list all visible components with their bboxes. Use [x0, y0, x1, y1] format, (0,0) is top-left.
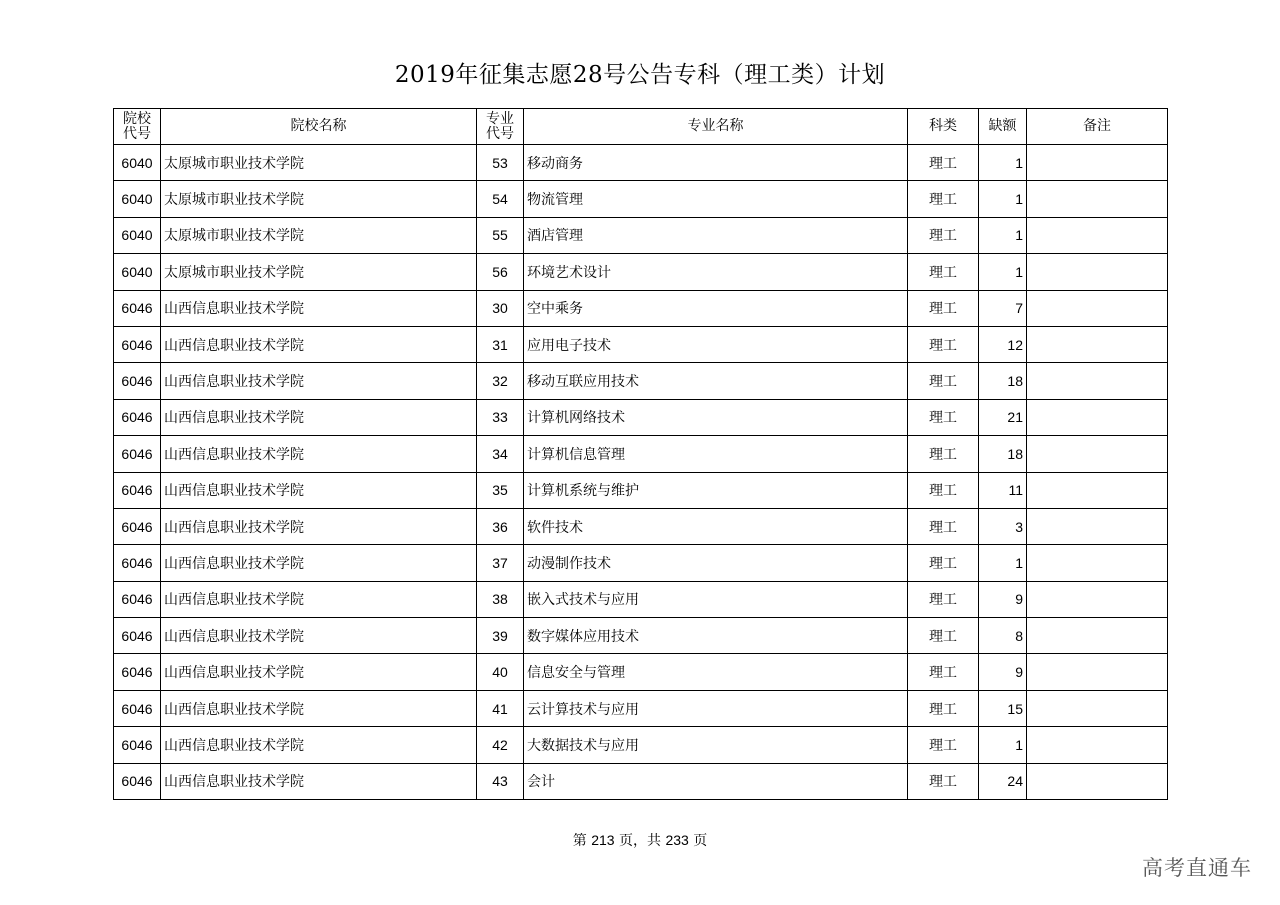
cell-vacancy: 7	[979, 290, 1027, 326]
cell-school-code: 6046	[114, 763, 161, 799]
cell-remarks	[1027, 472, 1168, 508]
cell-major-name: 计算机系统与维护	[524, 472, 908, 508]
cell-major-name: 移动商务	[524, 145, 908, 181]
page-title: 2019年征集志愿28号公告专科（理工类）计划	[394, 62, 886, 88]
cell-vacancy: 12	[979, 326, 1027, 362]
cell-major-code: 34	[477, 436, 524, 472]
cell-major-code: 56	[477, 254, 524, 290]
cell-major-code: 30	[477, 290, 524, 326]
cell-school-code: 6046	[114, 690, 161, 726]
cell-vacancy: 1	[979, 545, 1027, 581]
cell-remarks	[1027, 399, 1168, 435]
cell-school-name: 山西信息职业技术学院	[161, 690, 477, 726]
cell-category: 理工	[908, 254, 979, 290]
cell-major-code: 39	[477, 618, 524, 654]
cell-category: 理工	[908, 763, 979, 799]
cell-remarks	[1027, 581, 1168, 617]
cell-category: 理工	[908, 326, 979, 362]
cell-remarks	[1027, 654, 1168, 690]
table-row	[114, 145, 1168, 181]
cell-vacancy: 1	[979, 145, 1027, 181]
header-category: 科类	[908, 109, 979, 145]
cell-major-code: 53	[477, 145, 524, 181]
cell-school-code: 6046	[114, 399, 161, 435]
cell-major-code: 38	[477, 581, 524, 617]
cell-vacancy: 18	[979, 363, 1027, 399]
cell-remarks	[1027, 326, 1168, 362]
cell-school-code: 6040	[114, 181, 161, 217]
cell-major-name: 动漫制作技术	[524, 545, 908, 581]
cell-school-code: 6046	[114, 290, 161, 326]
cell-category: 理工	[908, 399, 979, 435]
cell-major-code: 54	[477, 181, 524, 217]
cell-remarks	[1027, 145, 1168, 181]
cell-major-code: 36	[477, 508, 524, 544]
cell-school-name: 山西信息职业技术学院	[161, 763, 477, 799]
cell-category: 理工	[908, 618, 979, 654]
plan-table	[113, 108, 1168, 800]
cell-category: 理工	[908, 363, 979, 399]
cell-vacancy: 1	[979, 181, 1027, 217]
table-row	[114, 290, 1168, 326]
cell-major-name: 计算机网络技术	[524, 399, 908, 435]
cell-remarks	[1027, 508, 1168, 544]
cell-school-name: 山西信息职业技术学院	[161, 545, 477, 581]
footer-middle: 页，共	[619, 833, 661, 849]
cell-major-name: 环境艺术设计	[524, 254, 908, 290]
cell-major-name: 嵌入式技术与应用	[524, 581, 908, 617]
cell-remarks	[1027, 690, 1168, 726]
cell-vacancy: 1	[979, 254, 1027, 290]
cell-vacancy: 15	[979, 690, 1027, 726]
cell-remarks	[1027, 763, 1168, 799]
header-major-name: 专业名称	[524, 109, 908, 145]
header-remarks: 备注	[1027, 109, 1168, 145]
cell-vacancy: 8	[979, 618, 1027, 654]
table-row	[114, 326, 1168, 362]
table-row	[114, 254, 1168, 290]
cell-category: 理工	[908, 145, 979, 181]
header-major-code-label: 专业代号	[486, 110, 514, 142]
cell-major-name: 酒店管理	[524, 217, 908, 253]
cell-major-name: 会计	[524, 763, 908, 799]
cell-vacancy: 1	[979, 217, 1027, 253]
cell-major-code: 43	[477, 763, 524, 799]
header-school-name: 院校名称	[161, 109, 477, 145]
cell-major-code: 40	[477, 654, 524, 690]
cell-school-name: 太原城市职业技术学院	[161, 181, 477, 217]
cell-category: 理工	[908, 654, 979, 690]
cell-vacancy: 18	[979, 436, 1027, 472]
cell-school-code: 6046	[114, 545, 161, 581]
cell-school-code: 6046	[114, 654, 161, 690]
table-row	[114, 763, 1168, 799]
header-school-code-label: 院校代号	[123, 110, 151, 142]
header-school-code	[114, 109, 161, 145]
cell-school-name: 山西信息职业技术学院	[161, 399, 477, 435]
cell-major-name: 应用电子技术	[524, 326, 908, 362]
cell-school-name: 太原城市职业技术学院	[161, 254, 477, 290]
cell-remarks	[1027, 545, 1168, 581]
table-row	[114, 181, 1168, 217]
cell-category: 理工	[908, 545, 979, 581]
cell-major-code: 33	[477, 399, 524, 435]
cell-vacancy: 24	[979, 763, 1027, 799]
table-row	[114, 436, 1168, 472]
cell-remarks	[1027, 436, 1168, 472]
cell-vacancy: 21	[979, 399, 1027, 435]
footer-total-pages: 233	[665, 832, 689, 848]
table-row	[114, 363, 1168, 399]
cell-school-code: 6046	[114, 472, 161, 508]
cell-major-code: 37	[477, 545, 524, 581]
cell-major-code: 31	[477, 326, 524, 362]
table-body	[114, 145, 1168, 800]
table-row	[114, 399, 1168, 435]
cell-school-code: 6046	[114, 581, 161, 617]
table-row	[114, 618, 1168, 654]
cell-major-code: 35	[477, 472, 524, 508]
table-row	[114, 545, 1168, 581]
cell-school-name: 山西信息职业技术学院	[161, 326, 477, 362]
cell-vacancy: 9	[979, 654, 1027, 690]
cell-school-name: 太原城市职业技术学院	[161, 217, 477, 253]
cell-school-name: 山西信息职业技术学院	[161, 654, 477, 690]
cell-school-name: 山西信息职业技术学院	[161, 363, 477, 399]
cell-category: 理工	[908, 217, 979, 253]
cell-major-name: 计算机信息管理	[524, 436, 908, 472]
cell-school-name: 山西信息职业技术学院	[161, 436, 477, 472]
cell-vacancy: 9	[979, 581, 1027, 617]
cell-major-name: 移动互联应用技术	[524, 363, 908, 399]
cell-category: 理工	[908, 181, 979, 217]
cell-category: 理工	[908, 472, 979, 508]
cell-vacancy: 11	[979, 472, 1027, 508]
cell-major-code: 42	[477, 727, 524, 763]
table-row	[114, 654, 1168, 690]
table-row	[114, 217, 1168, 253]
table-header	[114, 109, 1168, 145]
cell-school-code: 6046	[114, 618, 161, 654]
cell-major-code: 41	[477, 690, 524, 726]
cell-major-name: 空中乘务	[524, 290, 908, 326]
cell-school-code: 6046	[114, 436, 161, 472]
cell-category: 理工	[908, 690, 979, 726]
cell-major-code: 32	[477, 363, 524, 399]
cell-category: 理工	[908, 581, 979, 617]
cell-category: 理工	[908, 727, 979, 763]
footer-page-number: 213	[591, 832, 615, 848]
cell-vacancy: 1	[979, 727, 1027, 763]
cell-vacancy: 3	[979, 508, 1027, 544]
cell-school-name: 山西信息职业技术学院	[161, 727, 477, 763]
cell-major-name: 大数据技术与应用	[524, 727, 908, 763]
cell-category: 理工	[908, 508, 979, 544]
cell-school-name: 山西信息职业技术学院	[161, 581, 477, 617]
cell-major-name: 云计算技术与应用	[524, 690, 908, 726]
watermark: 高考直通车	[1142, 856, 1252, 880]
cell-major-name: 物流管理	[524, 181, 908, 217]
cell-remarks	[1027, 618, 1168, 654]
cell-remarks	[1027, 181, 1168, 217]
cell-school-code: 6040	[114, 145, 161, 181]
cell-school-name: 太原城市职业技术学院	[161, 145, 477, 181]
table-row	[114, 690, 1168, 726]
cell-major-name: 软件技术	[524, 508, 908, 544]
cell-remarks	[1027, 727, 1168, 763]
cell-school-name: 山西信息职业技术学院	[161, 618, 477, 654]
footer-suffix: 页	[693, 833, 708, 849]
header-major-code	[477, 109, 524, 145]
cell-school-name: 山西信息职业技术学院	[161, 508, 477, 544]
cell-school-name: 山西信息职业技术学院	[161, 472, 477, 508]
table-row	[114, 581, 1168, 617]
cell-school-code: 6040	[114, 254, 161, 290]
cell-remarks	[1027, 290, 1168, 326]
cell-major-name: 数字媒体应用技术	[524, 618, 908, 654]
cell-school-code: 6046	[114, 508, 161, 544]
cell-school-code: 6046	[114, 363, 161, 399]
header-vacancy: 缺额	[979, 109, 1027, 145]
cell-school-code: 6046	[114, 326, 161, 362]
table-row	[114, 472, 1168, 508]
table-row	[114, 508, 1168, 544]
cell-remarks	[1027, 217, 1168, 253]
cell-major-code: 55	[477, 217, 524, 253]
cell-school-code: 6046	[114, 727, 161, 763]
cell-remarks	[1027, 254, 1168, 290]
cell-category: 理工	[908, 436, 979, 472]
cell-major-name: 信息安全与管理	[524, 654, 908, 690]
cell-school-name: 山西信息职业技术学院	[161, 290, 477, 326]
cell-category: 理工	[908, 290, 979, 326]
cell-school-code: 6040	[114, 217, 161, 253]
table-row	[114, 727, 1168, 763]
page-footer	[0, 830, 1280, 850]
cell-remarks	[1027, 363, 1168, 399]
footer-prefix: 第	[572, 833, 587, 849]
